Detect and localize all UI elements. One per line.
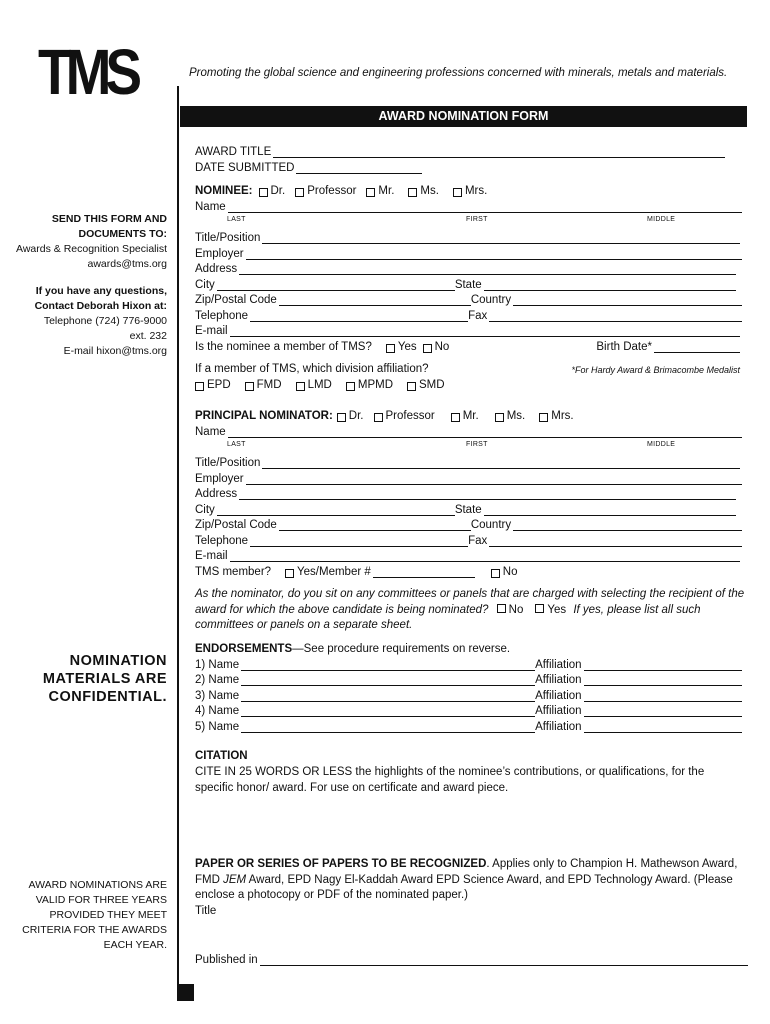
nominee-telephone-field[interactable] [250,310,468,322]
contact-block [35,284,167,359]
committee-no-checkbox[interactable] [497,604,506,613]
nominee-city-field[interactable] [217,279,455,291]
endorsement-5-affiliation-field[interactable] [584,721,742,733]
nominee-title-position-row [195,229,740,244]
nominee-employer-label: Employer [195,248,244,260]
nominator-state-label: State [454,504,482,516]
nominee-employer-row [195,245,742,260]
nominator-heading: PRINCIPAL NOMINATOR: [195,410,333,422]
nominator-zip-label: Zip/Postal Code [195,519,277,531]
nominee-mr-label: Mr. [378,185,395,197]
endorsements-note: —See procedure requirements on reverse. [292,643,511,655]
endorsement-1-name-field[interactable] [241,659,535,671]
division-lmd-label: LMD [307,379,332,391]
confidential-2: MATERIALS ARE [42,671,167,687]
nominee-zip-label: Zip/Postal Code [195,294,277,306]
endorsement-3-name-label: 3) Name [195,690,240,702]
committee-question-text: As the nominator, do you sit on any committees or panels that are charged with selecting the recipient of the award for which the above candidate is being nominated? [195,588,745,616]
nominator-member-number-field[interactable] [373,566,475,578]
valid-3: PROVIDED THEY MEET [49,909,167,921]
nominator-fax-field[interactable] [489,535,742,547]
nominee-last-caption: LAST [227,216,246,223]
tms-logo: TMS [38,36,137,108]
nominee-mrs-label: Mrs. [464,185,488,197]
citation-heading: CITATION [195,750,248,762]
birth-date-field[interactable] [654,341,740,353]
nominator-employer-field[interactable] [246,473,742,485]
nominee-zip-row [195,291,742,306]
nominee-address-field[interactable] [239,263,736,275]
nominator-address-label: Address [195,488,238,500]
nominator-telephone-row [195,532,742,547]
papers-title-label: Title [195,905,217,917]
send-title-1: SEND THIS FORM AND [51,213,167,225]
nominee-address-row [195,260,736,275]
nominee-professor-checkbox[interactable] [295,188,304,197]
nominee-name-row [195,198,742,213]
nominator-name-label: Name [195,426,226,438]
nominator-state-field[interactable] [484,504,736,516]
nominator-mrs-label: Mrs. [551,410,574,422]
nominator-last-caption: LAST [227,441,246,448]
division-smd-checkbox[interactable] [407,382,416,391]
award-title-field[interactable] [273,146,725,158]
nominee-professor-label: Professor [307,185,357,197]
nominator-city-row [195,501,736,516]
nominee-mr-checkbox[interactable] [366,188,375,197]
nominator-mr-label: Mr. [462,410,479,422]
nominator-address-field[interactable] [239,488,736,500]
endorsements-heading-row [195,640,742,655]
division-fmd-checkbox[interactable] [245,382,254,391]
endorsement-3-name-field[interactable] [241,690,535,702]
nominee-address-label: Address [195,263,238,275]
nominator-middle-caption: MIDDLE [647,441,676,448]
validity-notice [22,878,167,953]
nominator-title-row [195,407,742,422]
division-smd-label: SMD [419,379,445,391]
division-epd-label: EPD [207,379,231,391]
division-lmd-checkbox[interactable] [296,382,305,391]
nominator-email-label: E-mail [195,550,228,562]
nominator-professor-label: Professor [385,410,435,422]
nominator-telephone-field[interactable] [250,535,468,547]
tagline: Promoting the global science and engineering professions concerned with minerals, metals and materials. [189,67,728,79]
date-submitted-field[interactable] [296,162,422,174]
nominee-title-row [195,182,742,197]
nominee-fax-field[interactable] [489,310,742,322]
nominee-name-label: Name [195,201,226,213]
nominee-ms-checkbox[interactable] [408,188,417,197]
committee-instruction: If yes, please list all such committees or panels on a separate sheet. [195,603,701,631]
valid-4: CRITERIA FOR THE AWARDS [22,924,167,936]
nominee-title-position-label: Title/Position [195,232,261,244]
nominator-country-label: Country [470,519,512,531]
division-fmd-label: FMD [256,379,282,391]
nominator-country-field[interactable] [513,519,742,531]
birth-date-label: Birth Date* [596,341,652,353]
committee-no-label: No [508,603,524,616]
endorsement-5-name-label: 5) Name [195,721,240,733]
award-title-row [195,143,725,158]
endorsement-3-affiliation-field[interactable] [584,690,742,702]
nominator-fax-label: Fax [468,535,488,547]
nominee-zip-field[interactable] [279,294,471,306]
nominee-city-row [195,276,736,291]
nominee-member-row [195,338,740,353]
nominee-fax-label: Fax [468,310,488,322]
endorsement-row-4 [195,702,742,717]
nominator-city-field[interactable] [217,504,455,516]
valid-1: AWARD NOMINATIONS ARE [28,879,167,891]
division-options-row [195,376,742,391]
nominee-telephone-row [195,307,742,322]
nominee-employer-field[interactable] [246,248,742,260]
endorsement-row-3 [195,687,742,702]
endorsements-heading: ENDORSEMENTS [195,643,293,655]
nominator-email-row [195,547,740,562]
nominator-member-no-checkbox[interactable] [491,569,500,578]
nominee-city-label: City [195,279,215,291]
nominator-member-label: TMS member? [195,566,272,578]
endorsement-4-affiliation-label: Affiliation [535,705,582,717]
endorsement-row-2 [195,671,742,686]
nominator-dr-checkbox[interactable] [337,413,346,422]
valid-2: VALID FOR THREE YEARS [35,894,167,906]
endorsement-2-affiliation-field[interactable] [584,674,742,686]
contact-ext: ext. 232 [129,330,167,342]
papers-jem: JEM [223,873,247,886]
nominee-member-yes-label: Yes [397,341,417,353]
questions-2: Contact Deborah Hixon at: [34,300,167,312]
nominator-telephone-label: Telephone [195,535,249,547]
corner-block [177,984,194,1001]
nominee-telephone-label: Telephone [195,310,249,322]
nominator-professor-checkbox[interactable] [374,413,383,422]
nominator-employer-row [195,470,742,485]
confidential-3: CONFIDENTIAL. [48,689,167,705]
endorsement-4-name-label: 4) Name [195,705,240,717]
citation-instructions: CITE IN 25 WORDS OR LESS the highlights of the nominee’s contributions, or qualifications, for the specific honor/ award. For use on certificate and award piece. [195,766,705,794]
nominee-ms-label: Ms. [420,185,439,197]
nominator-address-row [195,485,736,500]
nominator-member-yes-checkbox[interactable] [285,569,294,578]
nominator-name-row [195,423,742,438]
nominator-employer-label: Employer [195,473,244,485]
nominee-email-label: E-mail [195,325,228,337]
nominator-member-no-label: No [502,566,518,578]
nominee-name-field[interactable] [228,201,742,213]
nominee-dr-checkbox[interactable] [259,188,268,197]
nominator-zip-field[interactable] [279,519,471,531]
nominee-country-field[interactable] [513,294,742,306]
papers-heading: PAPER OR SERIES OF PAPERS TO BE RECOGNIZED [195,858,487,870]
nominee-dr-label: Dr. [270,185,286,197]
nominee-member-question: Is the nominee a member of TMS? [195,341,372,353]
nominee-state-field[interactable] [484,279,736,291]
endorsement-5-affiliation-label: Affiliation [535,721,582,733]
nominator-email-field[interactable] [230,550,740,562]
send-line-2: awards@tms.org [87,258,167,270]
published-in-label: Published in [195,954,258,966]
nominee-member-no-checkbox[interactable] [423,344,432,353]
nominee-state-label: State [454,279,482,291]
endorsement-4-affiliation-field[interactable] [584,705,742,717]
nominator-mr-checkbox[interactable] [451,413,460,422]
division-question: If a member of TMS, which division affiliation? [195,363,429,375]
nominator-zip-row [195,516,742,531]
nominator-ms-label: Ms. [506,410,526,422]
endorsement-2-affiliation-label: Affiliation [535,674,582,686]
contact-phone: Telephone (724) 776-9000 [43,315,167,327]
endorsement-row-1 [195,656,742,671]
nominee-country-label: Country [470,294,512,306]
send-title-2: DOCUMENTS TO: [78,228,167,240]
nominator-ms-checkbox[interactable] [495,413,504,422]
nominee-mrs-checkbox[interactable] [453,188,462,197]
date-submitted-label: DATE SUBMITTED [195,162,295,174]
valid-5: EACH YEAR. [103,939,167,951]
confidential-1: NOMINATION [69,653,167,669]
published-in-row [195,951,748,966]
nominee-first-caption: FIRST [466,216,488,223]
nominee-email-field[interactable] [230,325,740,337]
nominator-mrs-checkbox[interactable] [539,413,548,422]
papers-text-2: Award, EPD Nagy El-Kaddah Award EPD Science Award, and EPD Technology Award. (Please enclose a photocopy or PDF of the nominated paper.) [195,873,733,901]
endorsement-5-name-field[interactable] [241,721,535,733]
nominator-member-yes-label: Yes/Member # [297,566,371,578]
nominator-title-position-field[interactable] [262,457,740,469]
nominator-city-label: City [195,504,215,516]
endorsement-4-name-field[interactable] [241,705,535,717]
citation-text-area[interactable] [195,800,743,850]
endorsement-3-affiliation-label: Affiliation [535,690,582,702]
committee-yes-checkbox[interactable] [535,604,544,613]
committee-question [195,587,747,634]
nominee-email-row [195,322,740,337]
nominator-title-position-label: Title/Position [195,457,261,469]
division-question-row [195,360,740,375]
nominee-title-position-field[interactable] [262,232,740,244]
division-mpmd-checkbox[interactable] [346,382,355,391]
endorsement-1-affiliation-field[interactable] [584,659,742,671]
papers-text-1: . Applies only to Champion H. Mathewson Award, FMD [195,858,738,886]
endorsement-2-name-field[interactable] [241,674,535,686]
endorsement-row-5 [195,718,742,733]
nominator-name-field[interactable] [228,426,742,438]
nominator-member-row [195,563,742,578]
nominator-first-caption: FIRST [466,441,488,448]
nominee-middle-caption: MIDDLE [647,216,676,223]
nominee-member-yes-checkbox[interactable] [386,344,395,353]
send-line-1: Awards & Recognition Specialist [16,243,167,255]
date-submitted-row [195,159,742,174]
award-title-label: AWARD TITLE [195,146,272,158]
form-title-banner: AWARD NOMINATION FORM [180,106,747,127]
papers-instructions [195,857,745,904]
confidential-notice [43,652,167,706]
contact-email: E-mail hixon@tms.org [63,345,167,357]
birth-date-footnote: *For Hardy Award & Brimacombe Medalist [571,365,740,375]
send-to-block [16,212,167,272]
division-epd-checkbox[interactable] [195,382,204,391]
nominee-member-no-label: No [434,341,450,353]
published-in-field[interactable] [260,954,748,966]
nominator-dr-label: Dr. [348,410,364,422]
endorsement-1-name-label: 1) Name [195,659,240,671]
division-mpmd-label: MPMD [357,379,393,391]
endorsement-2-name-label: 2) Name [195,674,240,686]
committee-yes-label: Yes [547,603,567,616]
vertical-divider [177,86,179,1001]
endorsement-1-affiliation-label: Affiliation [535,659,582,671]
papers-title-area[interactable] [220,904,740,944]
nominator-title-position-row [195,454,740,469]
nominee-heading: NOMINEE: [195,185,253,197]
questions-1: If you have any questions, [35,285,167,297]
